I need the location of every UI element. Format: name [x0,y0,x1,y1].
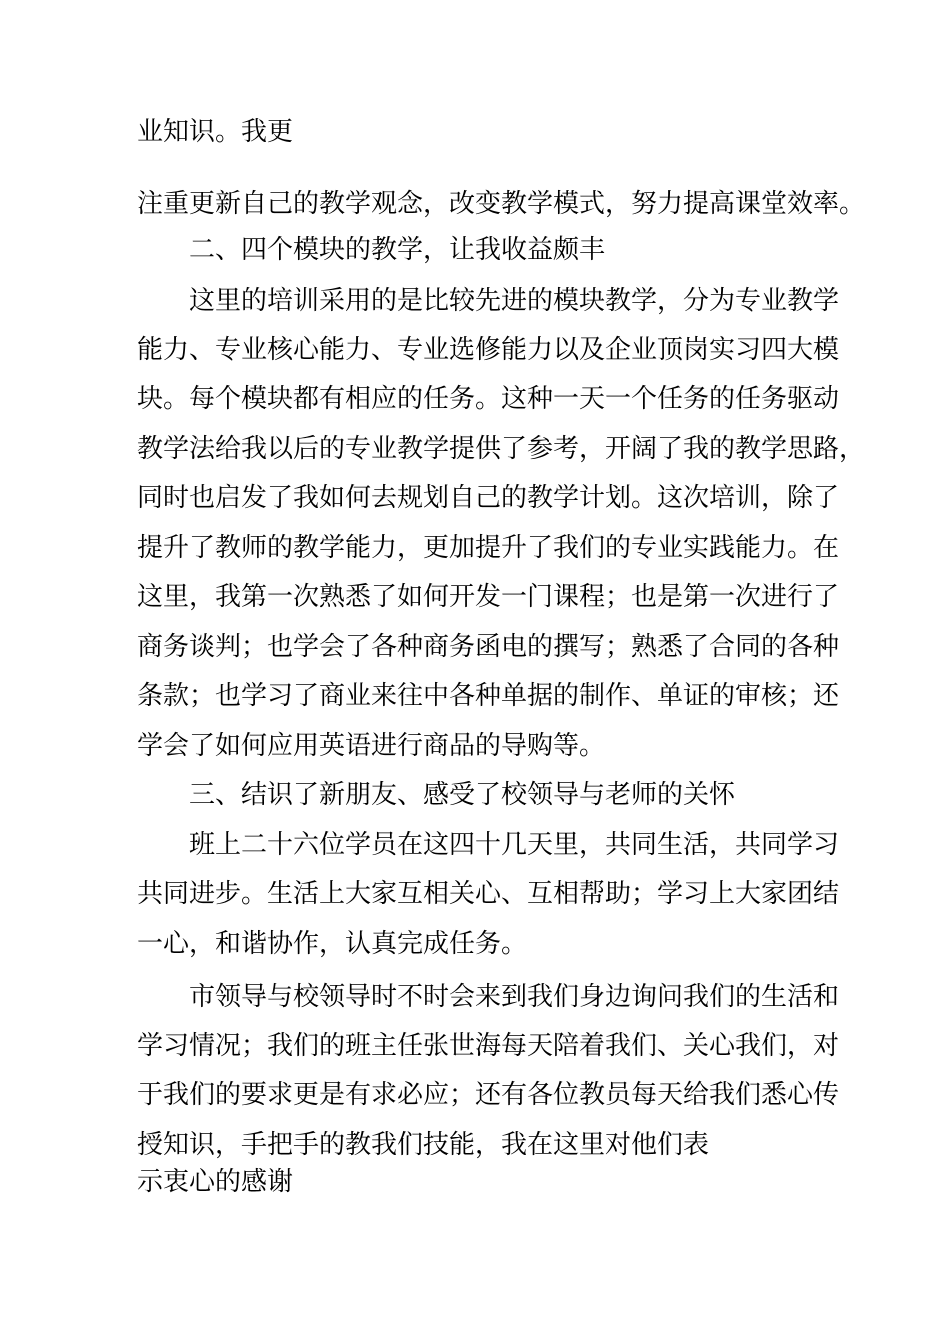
text-line: 同时也启发了我如何去规划自己的教学计划。这次培训，除了 [137,483,840,513]
text-line: 条款；也学习了商业来往中各种单据的制作、单证的审核；还 [137,681,840,711]
text-line: 共同进步。生活上大家互相关心、互相帮助；学习上大家团结 [137,879,840,909]
text-line: 提升了教师的教学能力，更加提升了我们的专业实践能力。在 [137,533,840,563]
text-line: 示衷心的感谢 [137,1167,294,1197]
text-line: 这里，我第一次熟悉了如何开发一门课程；也是第一次进行了 [137,582,840,612]
text-line: 能力、专业核心能力、专业选修能力以及企业顶岗实习四大模 [137,335,840,365]
text-line: 授知识，手把手的教我们技能，我在这里对他们表 [137,1130,710,1160]
text-line: 学会了如何应用英语进行商品的导购等。 [137,731,606,761]
text-line: 市领导与校领导时不时会来到我们身边询问我们的生活和 [189,982,840,1012]
text-line: 商务谈判；也学会了各种商务函电的撰写；熟悉了合同的各种 [137,632,840,662]
text-line: 这里的培训采用的是比较先进的模块教学，分为专业教学 [189,286,840,316]
text-line: 班上二十六位学员在这四十几天里，共同生活，共同学习 [189,830,840,860]
section-heading: 三、结识了新朋友、感受了校领导与老师的关怀 [189,780,736,810]
text-line: 于我们的要求更是有求必应；还有各位教员每天给我们悉心传 [137,1080,840,1110]
text-line: 教学法给我以后的专业教学提供了参考，开阔了我的教学思路， [137,434,866,464]
text-line: 块。每个模块都有相应的任务。这种一天一个任务的任务驱动 [137,384,840,414]
text-line: 学习情况；我们的班主任张世海每天陪着我们、关心我们，对 [137,1031,840,1061]
text-line: 注重更新自己的教学观念，改变教学模式，努力提高课堂效率。 [137,189,866,219]
section-heading: 二、四个模块的教学，让我收益颇丰 [189,235,606,265]
text-line: 业知识。我更 [137,117,294,147]
text-line: 一心，和谐协作，认真完成任务。 [137,929,528,959]
